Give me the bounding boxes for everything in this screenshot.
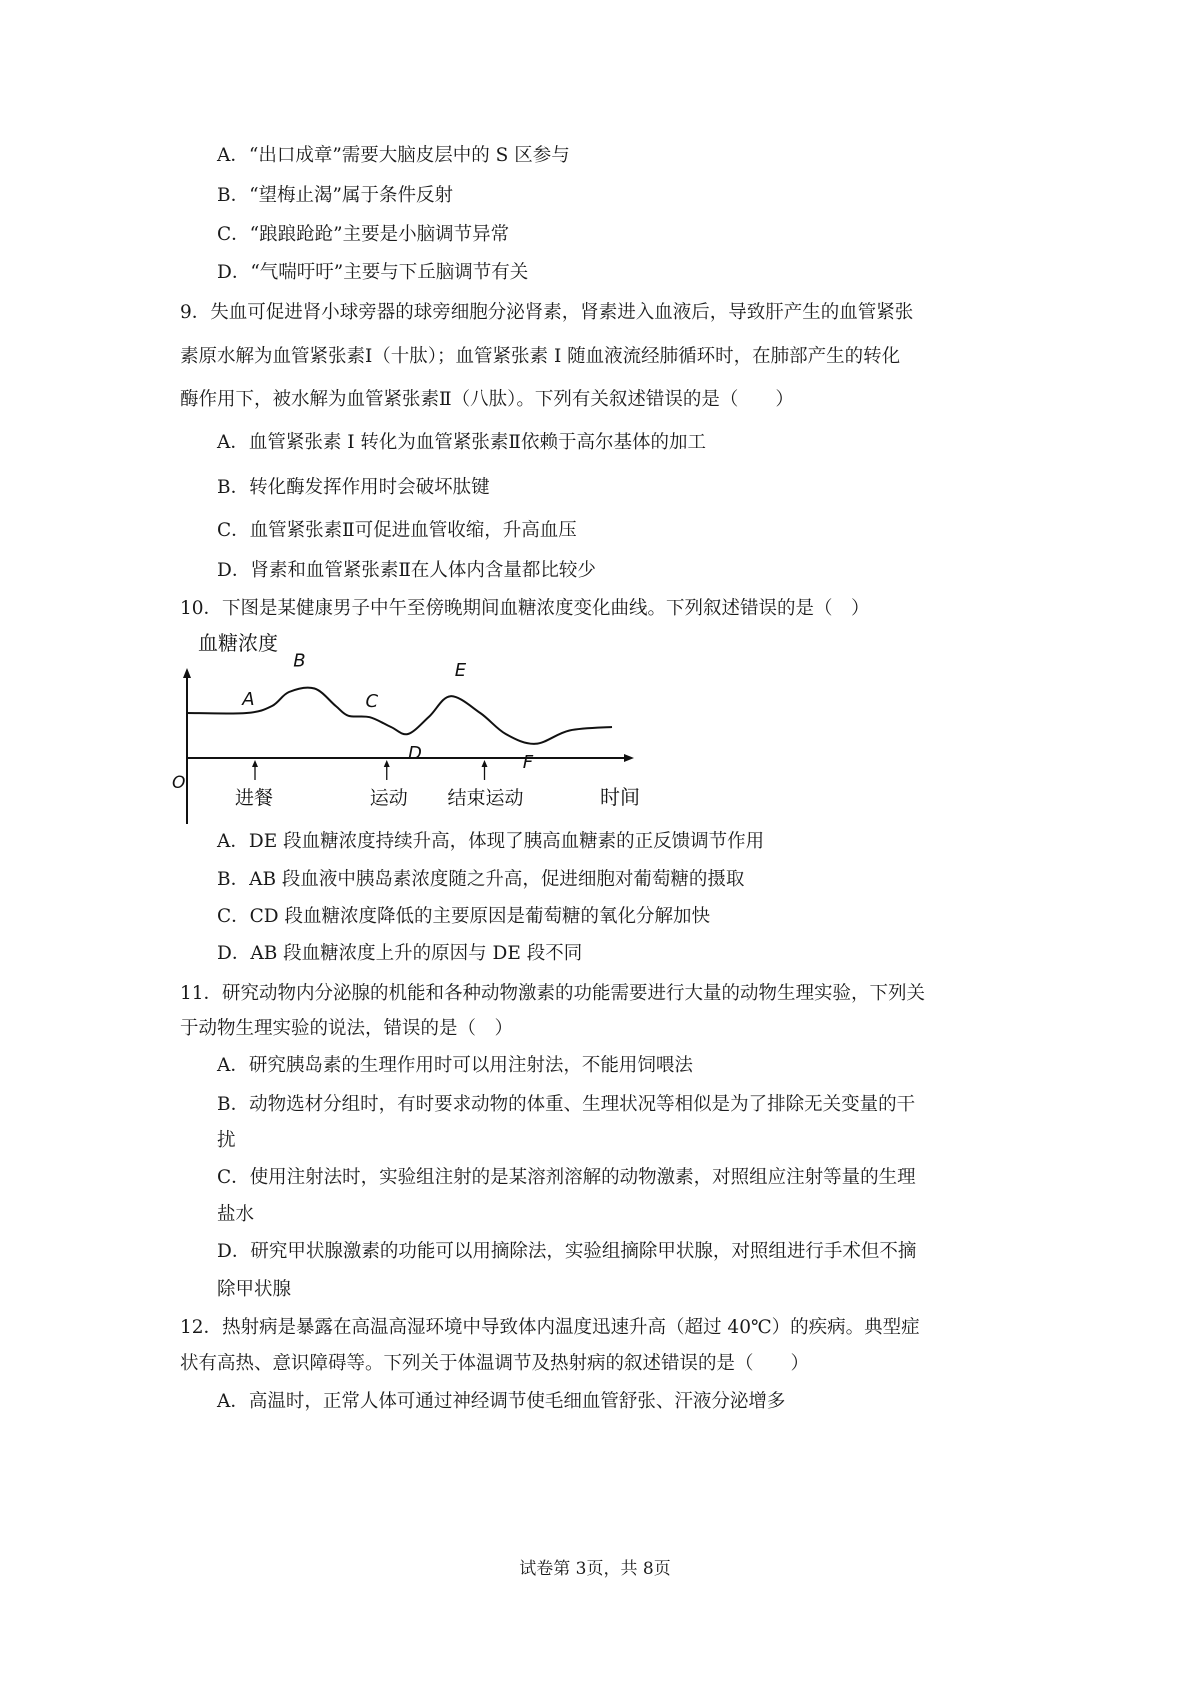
q11-option-d: D．研究甲状腺激素的功能可以用摘除法，实验组摘除甲状腺，对照组进行手术但不摘: [217, 1241, 917, 1262]
q11-option-c: C．使用注射法时，实验组注射的是某溶剂溶解的动物激素，对照组应注射等量的生理: [217, 1167, 916, 1188]
q11-option-a: A．研究胰岛素的生理作用时可以用注射法，不能用饲喂法: [217, 1055, 693, 1076]
event-label-2: 结束运动: [447, 787, 524, 809]
event-arrow-head-1: [384, 760, 390, 767]
q11-option-d-cont: 除甲状腺: [217, 1279, 292, 1300]
q8-option-b: B．“望梅止渴”属于条件反射: [217, 185, 454, 206]
q11-stem-line-1: 11．研究动物内分泌腺的机能和各种动物激素的功能需要进行大量的动物生理实验，下列关: [180, 983, 926, 1004]
q12-option-a: A．高温时，正常人体可通过神经调节使毛细血管舒张、汗液分泌增多: [217, 1391, 786, 1412]
q9-option-b: B．转化酶发挥作用时会破坏肽键: [217, 477, 490, 498]
event-label-1: 运动: [369, 787, 408, 809]
q12-stem-line-1: 12．热射病是暴露在高温高湿环境中导致体内温度迅速升高（超过 40℃）的疾病。典型症: [180, 1317, 920, 1338]
event-arrow-head-0: [252, 760, 258, 767]
q10-option-d: D．AB 段血糖浓度上升的原因与 DE 段不同: [217, 943, 583, 964]
q9-option-a: A．血管紧张素 I 转化为血管紧张素Ⅱ依赖于高尔基体的加工: [217, 432, 707, 453]
q11-stem-line-2: 于动物生理实验的说法，错误的是（ ）: [180, 1018, 514, 1039]
x-axis-arrow: [624, 754, 634, 762]
q8-option-c: C．“踉踉跄跄”主要是小脑调节异常: [217, 224, 510, 245]
y-axis-arrow: [183, 668, 191, 678]
q9-option-d: D．肾素和血管紧张素Ⅱ在人体内含量都比较少: [217, 560, 596, 581]
q9-option-c: C．血管紧张素Ⅱ可促进血管收缩，升高血压: [217, 520, 577, 541]
y-axis-label: 血糖浓度: [198, 631, 278, 655]
q10-stem: 10．下图是某健康男子中午至傍晚期间血糖浓度变化曲线。下列叙述错误的是（ ）: [180, 598, 870, 619]
q10-option-c: C．CD 段血糖浓度降低的主要原因是葡萄糖的氧化分解加快: [217, 906, 711, 927]
q9-stem-line-1: 9．失血可促进肾小球旁器的球旁细胞分泌肾素，肾素进入血液后，导致肝产生的血管紧张: [180, 302, 914, 323]
chart-marks: [172, 631, 640, 809]
point-label-b: B: [293, 650, 306, 672]
origin-label: O: [172, 773, 186, 793]
blood-glucose-chart: [172, 631, 652, 828]
q11-option-b-cont: 扰: [217, 1130, 236, 1151]
q12-stem-line-2: 状有高热、意识障碍等。下列关于体温调节及热射病的叙述错误的是（ ）: [180, 1353, 810, 1374]
q9-stem-line-2: 素原水解为血管紧张素Ⅰ（十肽）；血管紧张素 I 随血液流经肺循环时，在肺部产生的转化: [180, 346, 901, 367]
event-arrow-head-2: [482, 760, 488, 767]
point-label-d: D: [408, 743, 422, 764]
q10-option-b: B．AB 段血液中胰岛素浓度随之升高，促进细胞对葡萄糖的摄取: [217, 869, 745, 890]
point-label-e: E: [454, 660, 467, 682]
x-axis-label: 时间: [600, 785, 640, 809]
event-label-0: 进餐: [235, 787, 274, 809]
point-label-c: C: [365, 691, 379, 713]
point-label-a: A: [242, 689, 255, 710]
q8-option-a: A．“出口成章”需要大脑皮层中的 S 区参与: [217, 145, 570, 166]
q9-stem-line-3: 酶作用下，被水解为血管紧张素Ⅱ（八肽）。下列有关叙述错误的是（ ）: [180, 389, 794, 410]
q11-option-c-cont: 盐水: [217, 1204, 255, 1225]
point-label-f: F: [522, 751, 534, 773]
page-footer: 试卷第 3页，共 8页: [519, 1559, 671, 1579]
q11-option-b: B．动物选材分组时，有时要求动物的体重、生理状况等相似是为了排除无关变量的干: [217, 1094, 916, 1115]
q10-option-a: A．DE 段血糖浓度持续升高，体现了胰高血糖素的正反馈调节作用: [217, 831, 765, 852]
q8-option-d: D．“气喘吁吁”主要与下丘脑调节有关: [217, 262, 529, 283]
